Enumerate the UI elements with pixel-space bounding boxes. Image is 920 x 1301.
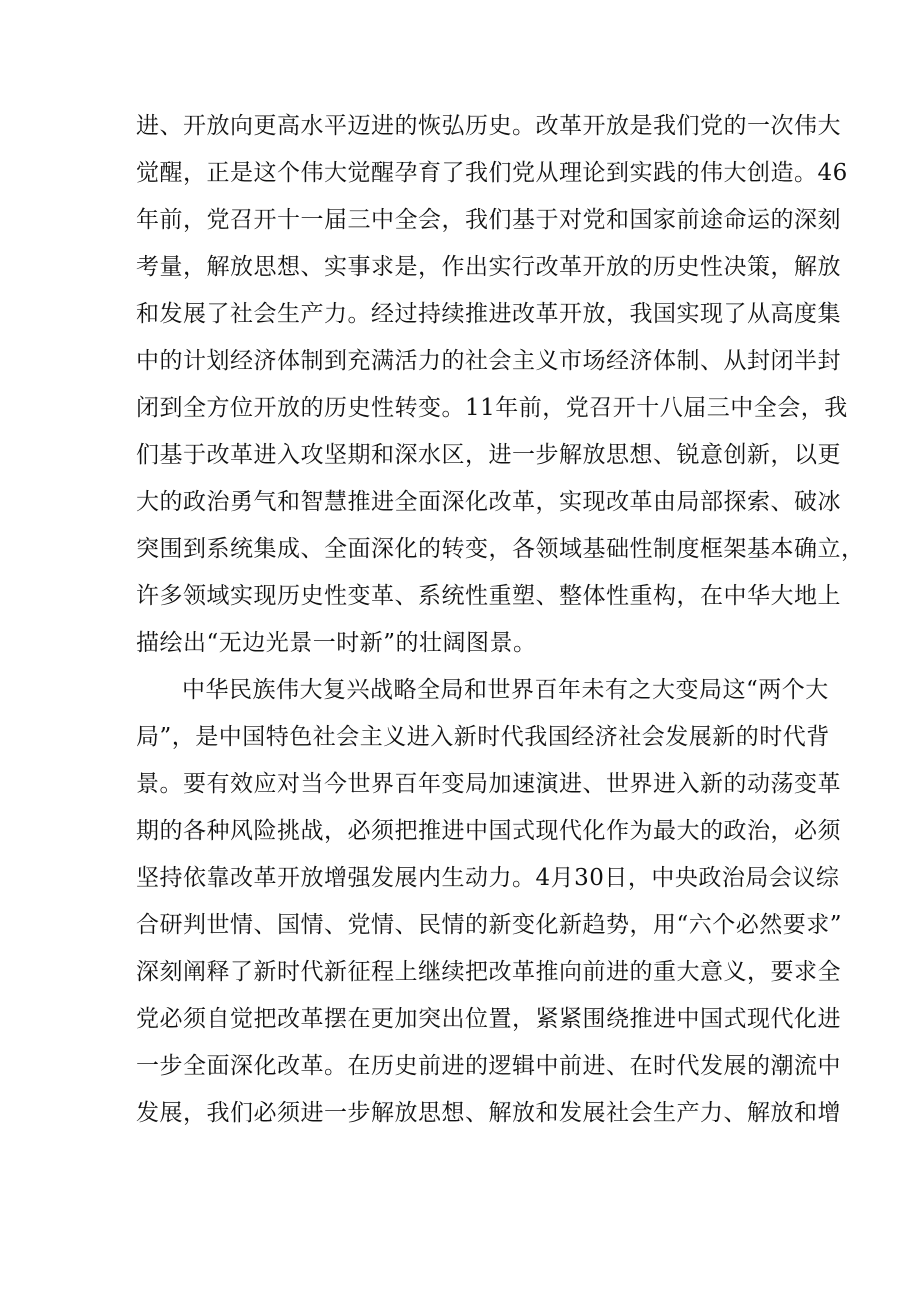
paragraph-line: 许多领域实现历史性变革、系统性重塑、整体性重构，在中华大地上 [136, 583, 841, 609]
paragraph-line: 党必须自觉把改革摆在更加突出位置，紧紧围绕推进中国式现代化进 [136, 1006, 841, 1032]
paragraph-line: 们基于改革进入攻坚期和深水区，进一步解放思想、锐意创新，以更 [136, 442, 841, 468]
paragraph-line: 考量，解放思想、实事求是，作出实行改革开放的历史性决策，解放 [136, 254, 841, 280]
document-body [136, 103, 865, 1137]
paragraph-line: 坚持依靠改革开放增强发展内生动力。4月30日，中央政治局会议综 [136, 865, 840, 891]
paragraph-line: 中的计划经济体制到充满活力的社会主义市场经济体制、从封闭半封 [136, 348, 841, 374]
paragraph-line: 突围到系统集成、全面深化的转变，各领域基础性制度框架基本确立， [136, 536, 865, 562]
paragraph-line: 闭到全方位开放的历史性转变。11年前，党召开十八届三中全会，我 [136, 395, 848, 421]
paragraph-line: 和发展了社会生产力。经过持续推进改革开放，我国实现了从高度集 [136, 301, 841, 327]
paragraph-line: 景。要有效应对当今世界百年变局加速演进、世界进入新的动荡变革 [136, 771, 841, 797]
paragraph-line: 描绘出“无边光景一时新”的壮阔图景。 [136, 630, 537, 656]
paragraph-line: 年前，党召开十一届三中全会，我们基于对党和国家前途命运的深刻 [136, 207, 841, 233]
paragraph-line: 大的政治勇气和智慧推进全面深化改革，实现改革由局部探索、破冰 [136, 489, 841, 515]
paragraph-line: 中华民族伟大复兴战略全局和世界百年未有之大变局这“两个大 [182, 677, 829, 703]
paragraph-line: 局”，是中国特色社会主义进入新时代我国经济社会发展新的时代背 [136, 724, 830, 750]
paragraph-2 [136, 667, 843, 1137]
paragraph-line: 觉醒，正是这个伟大觉醒孕育了我们党从理论到实践的伟大创造。46 [136, 160, 848, 186]
paragraph-line: 深刻阐释了新时代新征程上继续把改革推向前进的重大意义，要求全 [136, 959, 841, 985]
paragraph-line: 一步全面深化改革。在历史前进的逻辑中前进、在时代发展的潮流中 [136, 1053, 841, 1079]
paragraph-line: 期的各种风险挑战，必须把推进中国式现代化作为最大的政治，必须 [136, 818, 841, 844]
paragraph-1 [136, 103, 865, 667]
paragraph-line: 合研判世情、国情、党情、民情的新变化新趋势，用“六个必然要求” [136, 912, 843, 938]
paragraph-line: 发展，我们必须进一步解放思想、解放和发展社会生产力、解放和增 [136, 1100, 841, 1126]
paragraph-line: 进、开放向更高水平迈进的恢弘历史。改革开放是我们党的一次伟大 [136, 113, 841, 139]
